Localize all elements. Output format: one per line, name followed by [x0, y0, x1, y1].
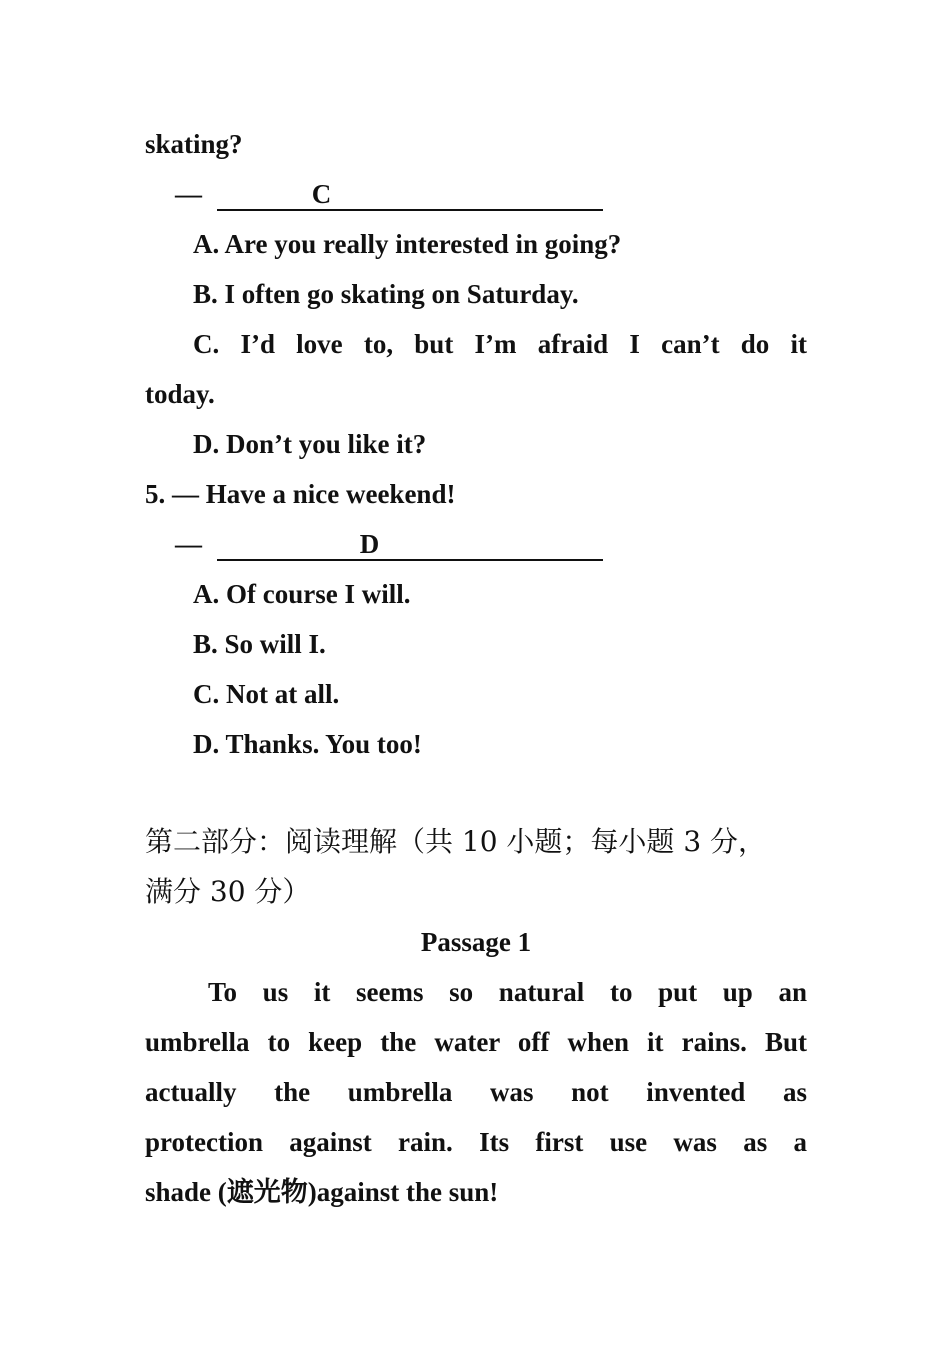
section-heading: 第二部分：阅读理解（共 10 小题；每小题 3 分，	[145, 825, 767, 858]
question-5-option-d: D. Thanks. You too!	[193, 729, 422, 759]
question-4-option-c: C. I’d love to, but I’m afraid I can’t do it	[193, 329, 807, 359]
answer-blank	[217, 529, 604, 561]
answer-dash: —	[175, 529, 202, 559]
passage-line: actually the umbrella was not invented as	[145, 1077, 807, 1107]
question-4-option-c-cont: today.	[145, 379, 215, 409]
question-4-option-a: A. Are you really interested in going?	[193, 229, 622, 259]
question-5-option-c: C. Not at all.	[193, 679, 340, 709]
question-5-option-b: B. So will I.	[193, 629, 326, 659]
answer-blank	[217, 179, 604, 211]
answer-letter: C	[311, 179, 332, 209]
question-5-prompt: 5. — Have a nice weekend!	[145, 479, 456, 509]
passage-line: protection against rain. Its first use was as a	[145, 1127, 807, 1157]
passage-line: shade (遮光物)against the sun!	[145, 1177, 499, 1207]
answer-letter: D	[359, 529, 380, 559]
question-5-option-a: A. Of course I will.	[193, 579, 411, 609]
passage-line: To us it seems so natural to put up an	[208, 977, 807, 1007]
question-4-option-b: B. I often go skating on Saturday.	[193, 279, 579, 309]
question-5-answer-line	[175, 524, 837, 564]
question-4-continuation: skating?	[145, 129, 243, 159]
answer-dash: —	[175, 179, 202, 209]
passage-line: umbrella to keep the water off when it rains. But	[145, 1027, 807, 1057]
section-heading-cont: 满分 30 分）	[145, 875, 311, 908]
passage-title: Passage 1	[420, 927, 532, 957]
question-4-option-d: D. Don’t you like it?	[193, 429, 427, 459]
question-4-answer-line	[175, 174, 837, 214]
